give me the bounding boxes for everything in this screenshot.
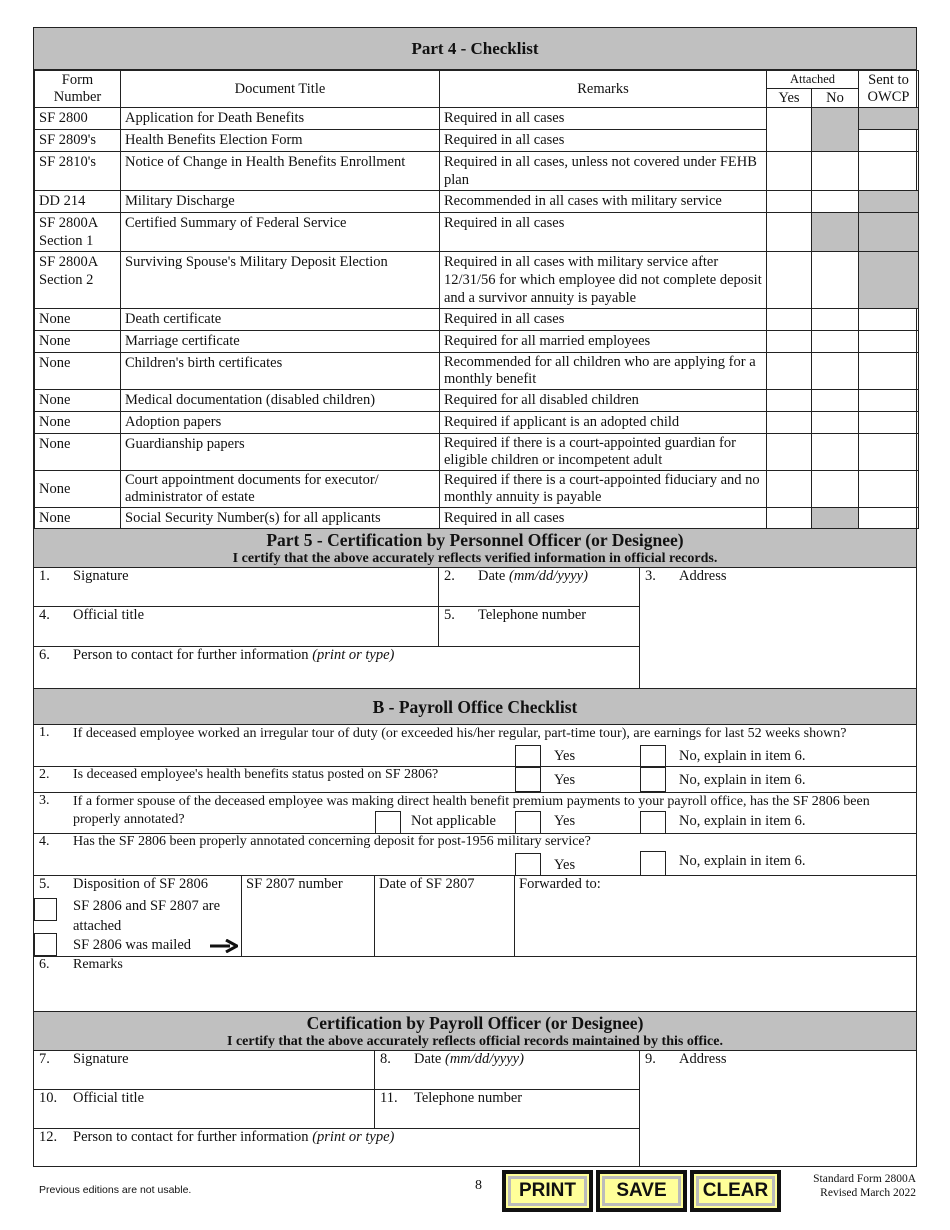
q2-yes-checkbox[interactable]	[515, 767, 541, 792]
attached-yes-box[interactable]	[767, 471, 812, 508]
payroll-date-field[interactable]: 8. Date (mm/dd/yyyy)	[375, 1051, 640, 1090]
part5-header	[34, 529, 916, 567]
sent-owcp-box[interactable]	[859, 331, 919, 353]
attached-no-box[interactable]	[812, 309, 859, 331]
attached-yes-box[interactable]	[767, 353, 812, 390]
q1-yes-checkbox[interactable]	[515, 745, 541, 767]
payroll-signature-field[interactable]: 7. Signature	[34, 1051, 375, 1090]
sent-owcp-box[interactable]	[859, 508, 919, 529]
document-title: Marriage certificate	[121, 331, 440, 353]
form-number: None	[35, 353, 121, 390]
attached-yes-box[interactable]	[767, 191, 812, 213]
sent-owcp-box[interactable]	[859, 390, 919, 412]
date-field[interactable]: 2. Date (mm/dd/yyyy)	[439, 568, 640, 607]
table-row	[35, 191, 919, 213]
partB-title: B - Payroll Office Checklist	[372, 697, 578, 717]
table-row	[35, 412, 919, 434]
revised-date: Revised March 2022	[820, 1187, 916, 1199]
q2-no-label: No, explain in item 6.	[679, 772, 806, 788]
partB-questions	[34, 724, 916, 1011]
header-sent-to-owcp: Sent to OWCP	[859, 71, 919, 108]
q4-no-checkbox[interactable]	[640, 851, 666, 876]
document-title: Adoption papers	[121, 412, 440, 434]
remarks: Required in all cases	[440, 213, 767, 252]
document-title: Court appointment documents for executor/ administrator of estate	[121, 471, 440, 508]
sent-owcp-box[interactable]	[859, 412, 919, 434]
form-number: DD 214	[35, 191, 121, 213]
clear-button[interactable]: CLEAR	[690, 1170, 781, 1212]
q4-yes-label: Yes	[554, 857, 576, 873]
remarks: Required in all cases with military service after 12/31/56 for which employee did not complete deposit and a survivor annuity is payable	[440, 252, 767, 309]
document-title: Guardianship papers	[121, 434, 440, 471]
payroll-cert-title: Certification by Payroll Officer (or Designee)	[306, 1013, 644, 1033]
sent-owcp-box[interactable]	[859, 130, 919, 152]
header-attached: Attached	[767, 71, 859, 89]
question-5	[34, 876, 916, 957]
attached-no-box[interactable]	[812, 412, 859, 434]
remarks: Required in all cases	[440, 130, 767, 152]
form-number: None	[35, 508, 121, 529]
q2-yes-label: Yes	[554, 772, 576, 788]
signature-field[interactable]: 1. Signature	[34, 568, 439, 607]
document-title: Military Discharge	[121, 191, 440, 213]
previous-editions-note: Previous editions are not usable.	[39, 1184, 192, 1196]
document-title: Surviving Spouse's Military Deposit Election	[121, 252, 440, 309]
q1-yes-label: Yes	[554, 748, 576, 764]
question-2: 2. Is deceased employee's health benefits status posted on SF 2806? Yes No, explain in item 6.	[34, 767, 916, 793]
payroll-address-field[interactable]: 9. Address	[645, 1051, 727, 1067]
q1-no-label: No, explain in item 6.	[679, 748, 806, 764]
remarks: Required if there is a court-appointed fiduciary and no monthly annuity is payable	[440, 471, 767, 508]
header-yes: Yes	[767, 89, 812, 108]
page-number: 8	[475, 1178, 482, 1193]
attached-no-box[interactable]	[812, 152, 859, 191]
sent-owcp-box[interactable]	[859, 309, 919, 331]
form-number: None	[35, 471, 121, 508]
q3-no-checkbox[interactable]	[640, 811, 666, 834]
document-title: Medical documentation (disabled children)	[121, 390, 440, 412]
sent-owcp-box	[859, 191, 919, 213]
attached-checkbox[interactable]	[34, 898, 57, 921]
q1-no-checkbox[interactable]	[640, 745, 666, 767]
form-identifier	[800, 1172, 916, 1200]
attached-yes-box[interactable]	[767, 213, 812, 252]
document-title: Application for Death Benefits	[121, 108, 440, 130]
arrow-right-icon	[210, 939, 238, 953]
document-title: Health Benefits Election Form	[121, 130, 440, 152]
sent-owcp-box[interactable]	[859, 152, 919, 191]
table-row	[35, 508, 919, 529]
form-number: SF 2800A Section 2	[35, 252, 121, 309]
remarks: Required for all disabled children	[440, 390, 767, 412]
attached-no-box[interactable]	[812, 390, 859, 412]
sent-owcp-box[interactable]	[859, 471, 919, 508]
q2-no-checkbox[interactable]	[640, 767, 666, 792]
payroll-contact-person-field[interactable]: 12. Person to contact for further information (print or type)	[34, 1129, 640, 1167]
part4-title: Part 4 - Checklist	[34, 28, 916, 70]
attached-yes-box[interactable]	[767, 252, 812, 309]
part5-fields	[34, 567, 916, 688]
table-row	[35, 309, 919, 331]
table-row	[35, 390, 919, 412]
attached-yes-box[interactable]	[767, 412, 812, 434]
forwarded-to-field[interactable]: Forwarded to:	[519, 876, 601, 892]
disposition-cell: 5. Disposition of SF 2806 SF 2806 and SF 2807 are attached SF 2806 was mailed	[34, 876, 242, 957]
question-4: 4. Has the SF 2806 been properly annotated concerning deposit for post-1956 military service? Yes No, explain in item 6.	[34, 834, 916, 876]
form-number: None	[35, 412, 121, 434]
table-row	[35, 471, 919, 508]
q3-yes-checkbox[interactable]	[515, 811, 541, 834]
table-row	[35, 252, 919, 309]
sent-owcp-box[interactable]	[859, 434, 919, 471]
attached-no-box[interactable]	[812, 252, 859, 309]
form-number: SF 2800	[35, 108, 121, 130]
payroll-official-title-field[interactable]: 10. Official title	[34, 1090, 375, 1129]
remarks: Recommended in all cases with military service	[440, 191, 767, 213]
official-title-field[interactable]: 4. Official title	[34, 607, 439, 647]
table-row	[35, 331, 919, 353]
form-number: SF 2810's	[35, 152, 121, 191]
remarks: Required for all married employees	[440, 331, 767, 353]
remarks: Required in all cases, unless not covered under FEHB plan	[440, 152, 767, 191]
attached-no-box[interactable]	[812, 471, 859, 508]
sent-owcp-box	[859, 108, 919, 130]
table-row	[35, 152, 919, 191]
form-number: None	[35, 434, 121, 471]
q3-na-checkbox[interactable]	[375, 811, 401, 834]
print-button[interactable]: PRINT	[502, 1170, 593, 1212]
q3-na-label: Not applicable	[411, 813, 496, 829]
header-remarks: Remarks	[440, 71, 767, 108]
form-number: SF 2800A Section 1	[35, 213, 121, 252]
table-row	[35, 108, 919, 130]
remarks: Required if there is a court-appointed guardian for eligible children or incompetent adult	[440, 434, 767, 471]
save-button[interactable]: SAVE	[596, 1170, 687, 1212]
document-title: Social Security Number(s) for all applicants	[121, 508, 440, 529]
sent-owcp-box	[859, 213, 919, 252]
form-name: Standard Form 2800A	[813, 1173, 916, 1185]
attached-no-box[interactable]	[812, 434, 859, 471]
sent-owcp-box	[859, 252, 919, 309]
remarks: Required in all cases	[440, 508, 767, 529]
attached-yes-box[interactable]	[767, 152, 812, 191]
question-1: 1. If deceased employee worked an irregular tour of duty (or exceeded his/her regular, part-time tour), are earnings for last 52 weeks shown? Yes No, explain in item 6.	[34, 725, 916, 767]
attached-yes-box[interactable]	[767, 331, 812, 353]
remarks-field[interactable]: 6. Remarks	[39, 957, 123, 972]
address-field[interactable]: 3. Address	[645, 568, 727, 584]
q3-no-label: No, explain in item 6.	[679, 813, 806, 829]
question-3: 3. If a former spouse of the deceased employee was making direct health benefit premium payments to your payroll office, has the SF 2806 been properly annotated? Not applicable Yes No, explain in item 6.	[34, 793, 916, 834]
remarks: Required in all cases	[440, 309, 767, 331]
attached-yes-box[interactable]	[767, 108, 812, 152]
mailed-checkbox[interactable]	[34, 933, 57, 956]
attached-no-box[interactable]	[812, 353, 859, 390]
attached-yes-box[interactable]	[767, 309, 812, 331]
attached-no-box	[812, 213, 859, 252]
attached-no-box[interactable]	[812, 331, 859, 353]
attached-option-label: SF 2806 and SF 2807 are attached	[73, 898, 221, 934]
mailed-option-label: SF 2806 was mailed	[73, 937, 192, 953]
partB-header	[34, 688, 916, 724]
remarks: Required if applicant is an adopted child	[440, 412, 767, 434]
form-number: None	[35, 309, 121, 331]
attached-yes-box[interactable]	[767, 390, 812, 412]
document-title: Notice of Change in Health Benefits Enrollment	[121, 152, 440, 191]
remarks: Required in all cases	[440, 108, 767, 130]
header-document-title: Document Title	[121, 71, 440, 108]
payroll-cert-subtitle: I certify that the above accurately reflects official records maintained by this office.	[227, 1034, 723, 1049]
header-form-number: Form Number	[35, 71, 121, 108]
remarks: Recommended for all children who are applying for a monthly benefit	[440, 353, 767, 390]
form-number: None	[35, 331, 121, 353]
sent-owcp-box[interactable]	[859, 353, 919, 390]
form-number: SF 2809's	[35, 130, 121, 152]
attached-no-box	[812, 108, 859, 152]
document-title: Death certificate	[121, 309, 440, 331]
telephone-field[interactable]: 5. Telephone number	[439, 607, 640, 647]
q3-yes-label: Yes	[554, 813, 576, 829]
part5-subtitle: I certify that the above accurately reflects verified information in official records.	[232, 551, 718, 566]
form-page	[33, 27, 917, 1167]
payroll-cert-fields	[34, 1050, 916, 1166]
checklist-table	[34, 70, 919, 529]
table-row	[35, 434, 919, 471]
sf2807-date-field[interactable]: Date of SF 2807	[375, 876, 515, 957]
document-title: Certified Summary of Federal Service	[121, 213, 440, 252]
payroll-cert-header	[34, 1011, 916, 1050]
document-title: Children's birth certificates	[121, 353, 440, 390]
attached-no-box[interactable]	[812, 191, 859, 213]
sf2807-number-field[interactable]: SF 2807 number	[242, 876, 375, 957]
q4-yes-checkbox[interactable]	[515, 853, 541, 876]
attached-yes-box[interactable]	[767, 508, 812, 529]
table-row	[35, 213, 919, 252]
table-row	[35, 353, 919, 390]
payroll-telephone-field[interactable]: 11. Telephone number	[375, 1090, 640, 1129]
header-no: No	[812, 89, 859, 108]
part5-title: Part 5 - Certification by Personnel Officer (or Designee)	[266, 530, 684, 550]
q4-no-label: No, explain in item 6.	[679, 853, 806, 869]
form-number: None	[35, 390, 121, 412]
contact-person-field[interactable]: 6. Person to contact for further information (print or type)	[34, 647, 640, 689]
attached-yes-box[interactable]	[767, 434, 812, 471]
attached-no-box	[812, 508, 859, 529]
